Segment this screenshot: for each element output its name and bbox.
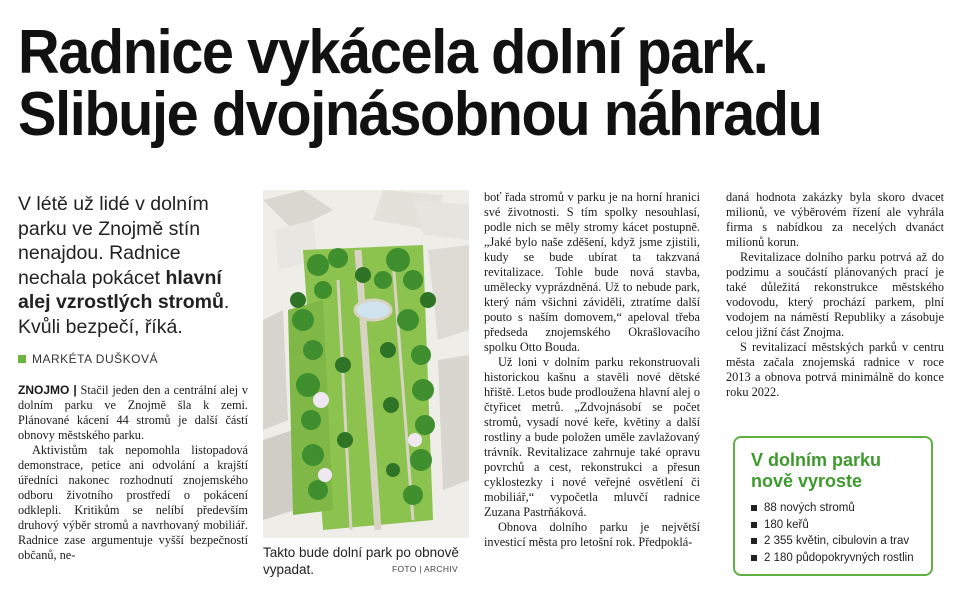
paragraph-text: Stačil jeden den a centrální alej v dolním parku ve Znojmě šla k zemi. Plánované kácení 44 stromů je další částí obnovy městského parku. [18,383,248,442]
bullet-icon [751,522,757,528]
article-paragraph [18,383,248,443]
article-paragraph: Obnova dolního parku je největší investicí města pro letošní rok. Předpoklá- [484,520,700,549]
article-column-2 [484,190,700,550]
article-paragraph: boť řada stromů v parku je na horní hranici své životnosti. S tím spolky nesouhlasí, podle nich se měly stromy kácet postupně. „Jaké bylo naše zděšení, když jsme zjistili, kudy se bude ubírat ta takzvaná revitalizace. Tohle bude nová stavba, umělecky vyprázdněná. Už to nebude park, který nám všichni záviděli, ztratíme další pouto s naším domovem,“ apeloval třeba předseda znojemského Okrašlovacího spolku Otto Bouda. [484,190,700,354]
dateline: ZNOJMO | [18,383,77,397]
list-item-text: 180 keřů [764,518,809,531]
headline-line-1: Radnice vykácela dolní park. [18,18,768,87]
article-paragraph: S revitalizací městských parků v centru města začala znojemská radnice v roce 2013 a obnova potrvá minimálně do konce roku 2022. [726,340,944,399]
green-square-icon [18,355,26,363]
article-column-3 [726,190,944,400]
author-byline [18,352,158,366]
lead-text-start: V létě už lidé v dolním parku ve Znojmě stín nenajdou. Radnice nechala pokácet [18,193,209,289]
list-item [751,500,919,517]
article-paragraph: Revitalizace dolního parku potrvá až do podzimu a součástí plánovaných prací je také důležitá rekonstrukce městského vodovodu, který prochází parkem, plní vodojem na náměstí Republiky a zásobuje celou jižní část Znojma. [726,250,944,339]
list-item [751,550,919,567]
bullet-icon [751,505,757,511]
article-paragraph: daná hodnota zakázky byla skoro dvacet milionů, ve výběrovém řízení ale vyhrála firma s nabídkou za necelých dvanáct milionů korun. [726,190,944,249]
infobox-title-line-1: V dolním parku [751,450,882,470]
infobox-title [751,450,919,492]
headline [18,18,883,149]
infobox-list [751,500,919,566]
lead-text-end: . Kvůli bezpečí, říká. [18,291,230,338]
lead-text-bold: hlavní alej vzrostlých stromů [18,266,224,313]
list-item-text: 2 180 půdopokryvných rostlin [764,551,914,564]
list-item-text: 88 nových stromů [764,502,855,514]
infobox-title-line-2: nově vyroste [751,471,863,491]
bullet-icon [751,555,757,561]
list-item [751,533,919,550]
park-aerial-illustration [263,190,469,538]
lead-paragraph [18,192,248,339]
infobox [733,436,933,576]
list-item [751,517,919,534]
list-item-text: 2 355 květin, cibulovin a trav [764,535,910,547]
author-name: MARKÉTA DUŠKOVÁ [32,352,158,366]
photo-credit: FOTO | ARCHIV [392,564,458,574]
photo-caption: Takto bude dolní park po obnově vypadat. [263,545,459,577]
bullet-icon [751,538,757,544]
article-paragraph: Už loni v dolním parku rekonstruovali historickou kašnu a stavěli nové dětské hřiště. Letos bude prodloužena hlavní alej o čtyřicet metrů. „Zdvojnásobí se počet stromů, vysadí nové keře, květiny a další rostliny a bude položen uměle zavlažovaný trávník. Revitalizace zahrnuje také opravu povrchů a cest, rekonstrukci a přesun cyklostezky i nové veřejné osvětlení či mobiliář,“ vypočetla mluvčí radnice Zuzana Pastrňáková. [484,355,700,519]
headline-line-2: Slibuje dvojnásobnou náhradu [18,80,822,149]
park-visualization-photo [263,190,469,538]
article-column-1 [18,383,248,563]
article-paragraph: Aktivistům tak nepomohla listopadová demonstrace, petice ani odvolání a krajští úředníci nakonec rozhodnutí znojemského odboru životního prostředí o pokácení odklepli. Kritikům se nelíbí především druhový výběr stromů a navrhovaný mobiliář. Radnice zase argumentuje vyšší bezpečností občanů, ne- [18,443,248,562]
